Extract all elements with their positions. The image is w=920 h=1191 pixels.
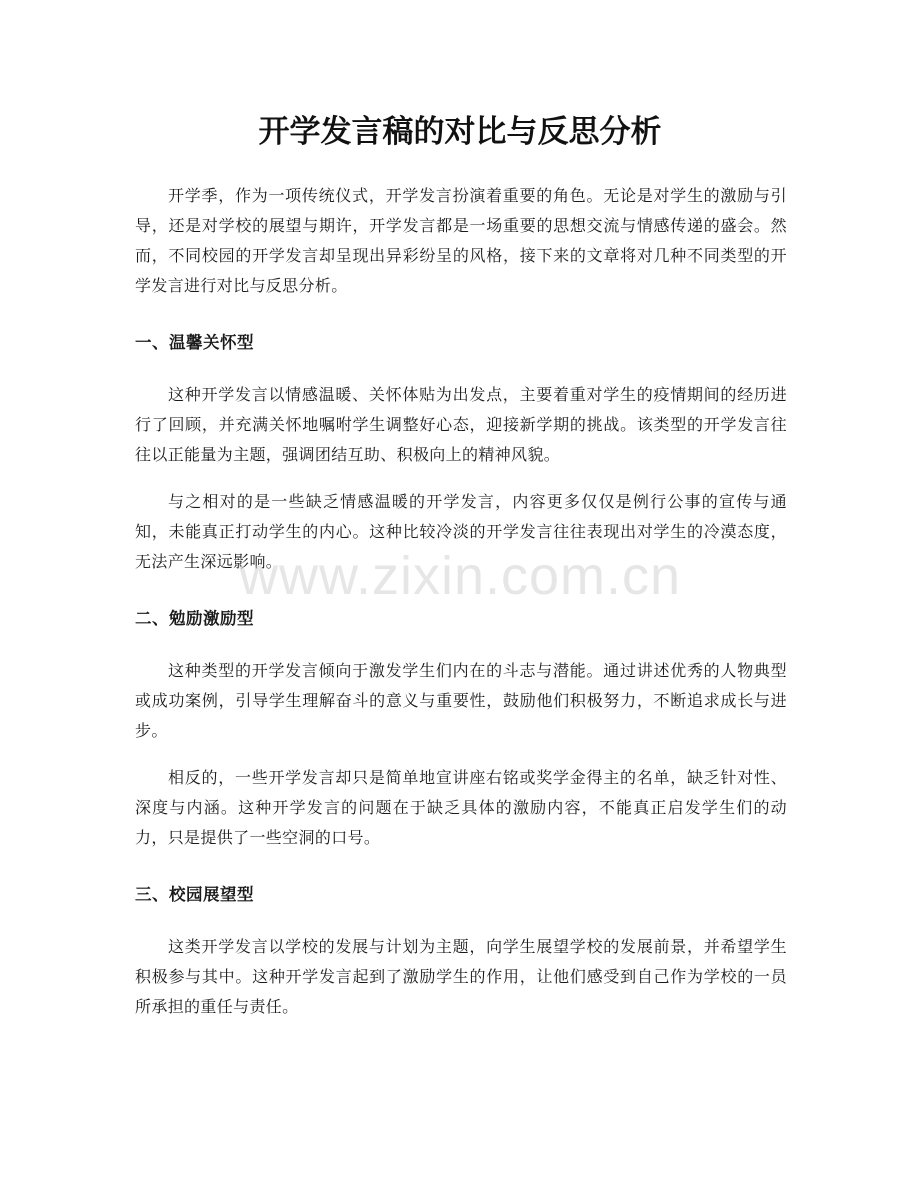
section-paragraph: 与之相对的是一些缺乏情感温暖的开学发言，内容更多仅仅是例行公事的宣传与通知，未能真正打动学生的内心。这种比较冷淡的开学发言往往表现出对学生的冷漠态度，无法产生深远影响。 xyxy=(135,492,787,571)
section-2 xyxy=(135,605,787,853)
section-heading: 一、温馨关怀型 xyxy=(135,333,254,352)
section-heading: 二、勉励激励型 xyxy=(135,609,254,628)
intro-paragraph: 开学季，作为一项传统仪式，开学发言扮演着重要的角色。无论是对学生的激励与引导，还是对学校的展望与期许，开学发言都是一场重要的思想交流与情感传递的盛会。然而，不同校园的开学发言却呈现出异彩纷呈的风格，接下来的文章将对几种不同类型的开学发言进行对比与反思分析。 xyxy=(135,186,787,295)
section-1 xyxy=(135,329,787,577)
watermark: www.zixin.com.cn xyxy=(238,546,682,606)
section-paragraph: 这类开学发言以学校的发展与计划为主题，向学生展望学校的发展前景，并希望学生积极参与其中。这种开学发言起到了激励学生的作用，让他们感受到自己作为学校的一员所承担的重任与责任。 xyxy=(135,937,787,1016)
section-paragraph: 这种类型的开学发言倾向于激发学生们内在的斗志与潜能。通过讲述优秀的人物典型或成功案例，引导学生理解奋斗的意义与重要性，鼓励他们积极努力，不断追求成长与进步。 xyxy=(135,661,787,740)
document-title: 开学发言稿的对比与反思分析 xyxy=(258,114,662,150)
document-body xyxy=(135,181,787,1039)
section-heading: 三、校园展望型 xyxy=(135,885,254,904)
section-paragraph: 这种开学发言以情感温暖、关怀体贴为出发点，主要着重对学生的疫情期间的经历进行了回顾，并充满关怀地嘱咐学生调整好心态，迎接新学期的挑战。该类型的开学发言往往以正能量为主题，强调团结互助、积极向上的精神风貌。 xyxy=(135,385,787,464)
section-3 xyxy=(135,881,787,1022)
section-paragraph: 相反的，一些开学发言却只是简单地宣讲座右铭或奖学金得主的名单，缺乏针对性、深度与内涵。这种开学发言的问题在于缺乏具体的激励内容，不能真正启发学生们的动力，只是提供了一些空洞的口号。 xyxy=(135,768,787,847)
